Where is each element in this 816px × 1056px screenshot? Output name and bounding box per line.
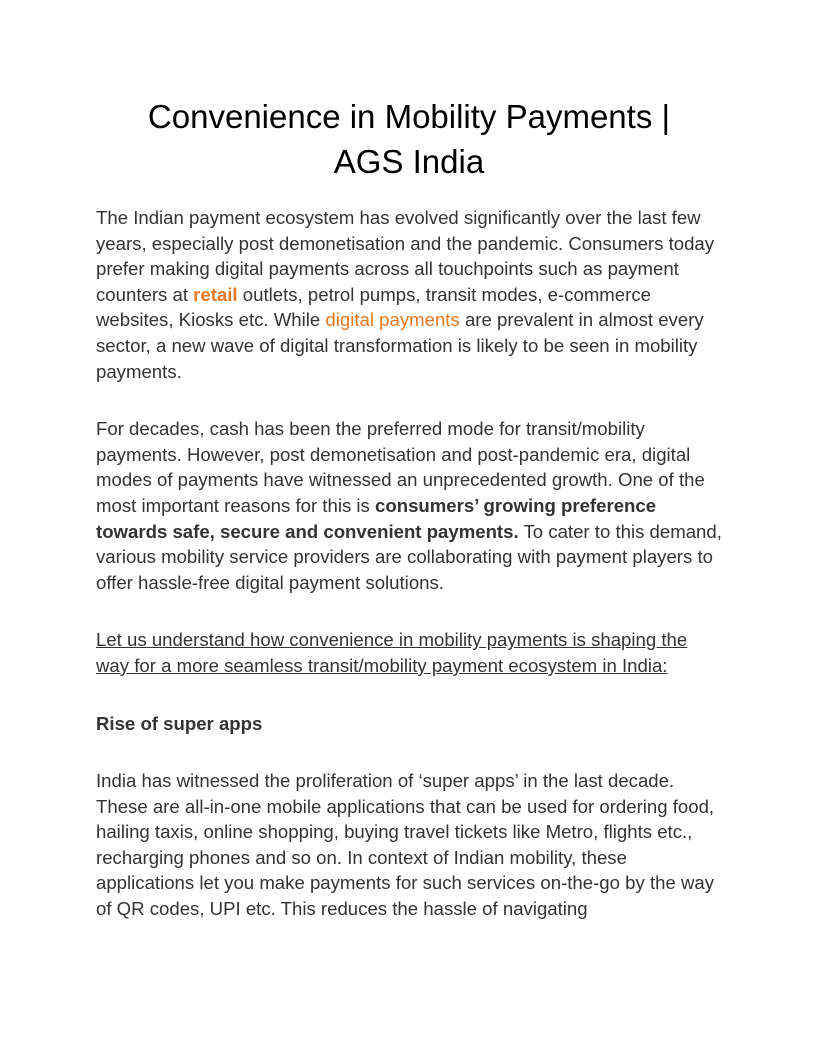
page-title-line-1: Convenience in Mobility Payments | <box>147 98 671 135</box>
intro-underlined-text: Let us understand how convenience in mobility payments is shaping the way for a more seamless transit/mobility payment ecosystem in India: <box>96 629 688 676</box>
paragraph-text: outlets, petrol pumps, transit modes, e-commerce websites, Kiosks etc. While <box>96 283 651 331</box>
paragraph-text: For decades, cash has been the preferred mode for transit/mobility payments. However, post demonetisation and post-pandemic era, digital modes of payments have witnessed an unprecedented growth. One of the most important reasons for this is <box>96 418 705 516</box>
paragraph-text: To cater to this demand, various mobility service providers are collaborating with payment players to offer hassle-free digital payment solutions. <box>96 520 722 593</box>
bold-emphasis: consumers’ growing preference towards safe, secure and convenient payments. <box>96 494 657 542</box>
document-page <box>96 94 722 922</box>
page-title-line-2: AGS India <box>333 143 485 180</box>
section-heading-super-apps: Rise of super apps <box>96 712 263 734</box>
retail-link[interactable]: retail <box>193 283 238 305</box>
page-title <box>96 94 722 184</box>
digital-payments-link[interactable]: digital payments <box>325 309 460 331</box>
paragraph-ecosystem <box>96 205 722 384</box>
paragraph-text: The Indian payment ecosystem has evolved significantly over the last few years, especially post demonetisation and the pandemic. Consumers today prefer making digital payments across all touchpoints such as payment counters at <box>96 207 715 305</box>
paragraph-text: are prevalent in almost every sector, a new wave of digital transformation is likely to be seen in mobility payments. <box>96 309 704 382</box>
paragraph-super-apps: India has witnessed the proliferation of ‘super apps’ in the last decade. These are all-in-one mobile applications that can be used for ordering food, hailing taxis, online shopping, buying travel tickets like Metro, flights etc., recharging phones and so on. In context of Indian mobility, these applications let you make payments for such services on-the-go by the way of QR codes, UPI etc. This reduces the hassle of navigating <box>96 770 715 920</box>
paragraph-cash <box>96 416 722 595</box>
